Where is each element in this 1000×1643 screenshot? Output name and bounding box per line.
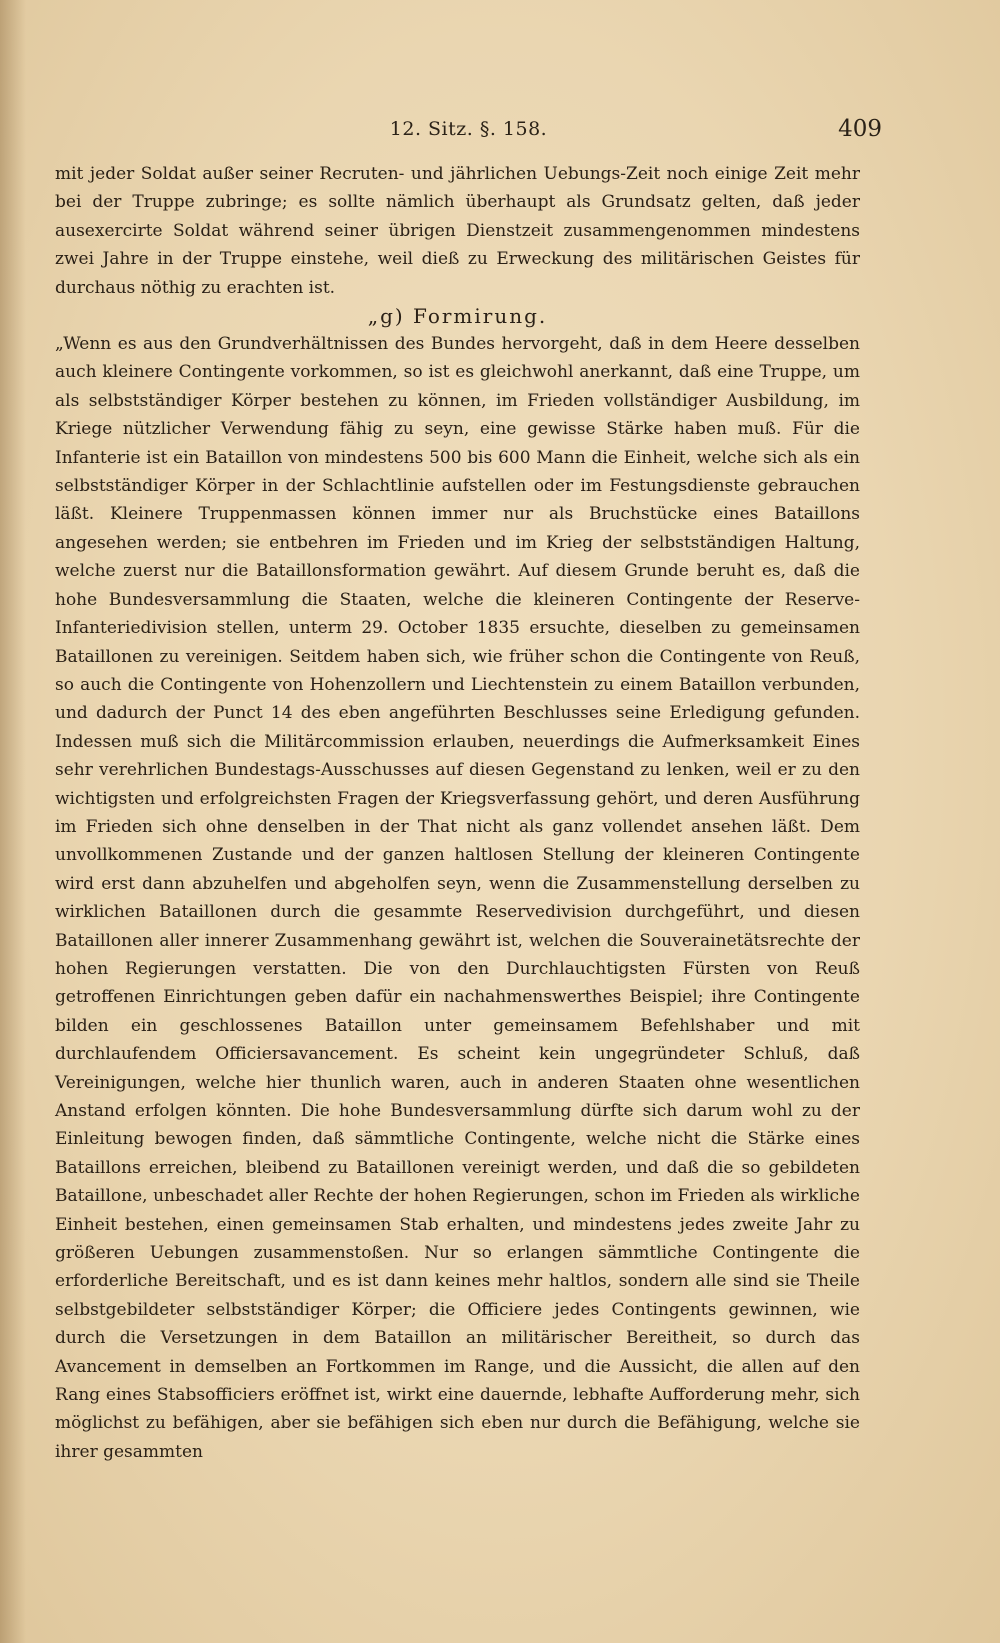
paragraph-continuation: mit jeder Soldat außer seiner Recruten- und jährlichen Uebungs-Zeit noch einige Zeit mehr bei der Truppe zubringe; es sollte nämlich überhaupt als Grundsatz gelten, daß jeder ausexercirte Soldat während seiner übrigen Dienstzeit zusammengenommen mindestens zwei Jahre in der Truppe einstehe, weil dieß zu Erweckung des militärischen Geistes für durchaus nöthig zu erachten ist. <box>55 164 860 298</box>
running-head: 12. Sitz. §. 158. <box>389 118 548 140</box>
page-number: 409 <box>838 116 882 142</box>
paragraph-formirung: „Wenn es aus den Grundverhältnissen des Bundes hervorgeht, daß in dem Heere desselben auch kleinere Contingente vorkommen, so ist es gleichwohl anerkannt, daß eine Truppe, um als selbstständiger Körper bestehen zu können, im Frieden vollständiger Ausbildung, im Kriege nützlicher Verwendung fähig zu seyn, eine gewisse Stärke haben muß. Für die Infanterie ist ein Bataillon von mindestens 500 bis 600 Mann die Einheit, welche sich als ein selbstständiger Körper in der Schlachtlinie aufstellen oder im Festungsdienste gebrauchen läßt. Kleinere Truppenmassen können immer nur als Bruchstücke eines Bataillons angesehen werden; sie entbehren im Frieden und im Krieg der selbstständigen Haltung, welche zuerst nur die Bataillonsformation gewährt. Auf diesem Grunde beruht es, daß die hohe Bundesversammlung die Staaten, welche die kleineren Contingente der Reserve-Infanteriedivision stellen, unterm 29. October 1835 ersuchte, dieselben zu gemeinsamen Bataillonen zu vereinigen. Seitdem haben sich, wie früher schon die Contingente von Reuß, so auch die Contingente von Hohenzollern und Liechtenstein zu einem Bataillon verbunden, und dadurch der Punct 14 des eben angeführten Beschlusses seine Erledigung gefunden. Indessen muß sich die Militärcommission erlauben, neuerdings die Aufmerksamkeit Eines sehr verehrlichen Bundestags-Ausschusses auf diesen Gegenstand zu lenken, weil er zu den wichtigsten und erfolgreichsten Fragen der Kriegsverfassung gehört, und deren Ausführung im Frieden sich ohne denselben in der That nicht als ganz vollendet ansehen läßt. Dem unvollkommenen Zustande und der ganzen haltlosen Stellung der kleineren Contingente wird erst dann abzuhelfen und abgeholfen seyn, wenn die Zusammenstellung derselben zu wirklichen Bataillonen durch die gesammte Reservedivision durchgeführt, und diesen Bataillonen aller innerer Zusammenhang gewährt ist, welchen die Souverainetätsrechte der hohen Regierungen verstatten. Die von den Durchlauchtigsten Fürsten von Reuß getroffenen Einrichtungen geben dafür ein nachahmenswerthes Beispiel; ihre Contingente bilden ein geschlossenes Bataillon unter gemeinsamem Befehlshaber und mit durchlaufendem Officiersavancement. Es scheint kein ungegründeter Schluß, daß Vereinigungen, welche hier thunlich waren, auch in anderen Staaten ohne wesentlichen Anstand erfolgen könnten. Die hohe Bundesversammlung dürfte sich darum wohl zu der Einleitung bewogen finden, daß sämmtliche Contingente, welche nicht die Stärke eines Bataillons erreichen, bleibend zu Bataillonen vereinigt werden, und daß die so gebildeten Bataillone, unbeschadet aller Rechte der hohen Regierungen, schon im Frieden als wirkliche Einheit bestehen, einen gemeinsamen Stab erhalten, und mindestens jedes zweite Jahr zu größeren Uebungen zusammenstoßen. Nur so erlangen sämmtliche Contingente die erforderliche Bereitschaft, und es ist dann keines mehr haltlos, sondern alle sind sie Theile selbstgebildeter selbstständiger Körper; die Officiere jedes Contingents gewinnen, wie durch die Versetzungen in dem Bataillon an militärischer Bereitheit, so durch das Avancement in demselben an Fortkommen im Range, und die Aussicht, die allen auf den Rang eines Stabsofficiers eröffnet ist, wirkt eine dauernde, lebhafte Aufforderung mehr, sich möglichst zu befähigen, aber sie befähigen sich eben nur durch die Befähigung, welche sie ihrer gesammten <box>55 334 860 1462</box>
page-header <box>55 118 882 148</box>
section-heading: „g) Formirung. <box>367 304 548 329</box>
body-text <box>55 160 860 1466</box>
